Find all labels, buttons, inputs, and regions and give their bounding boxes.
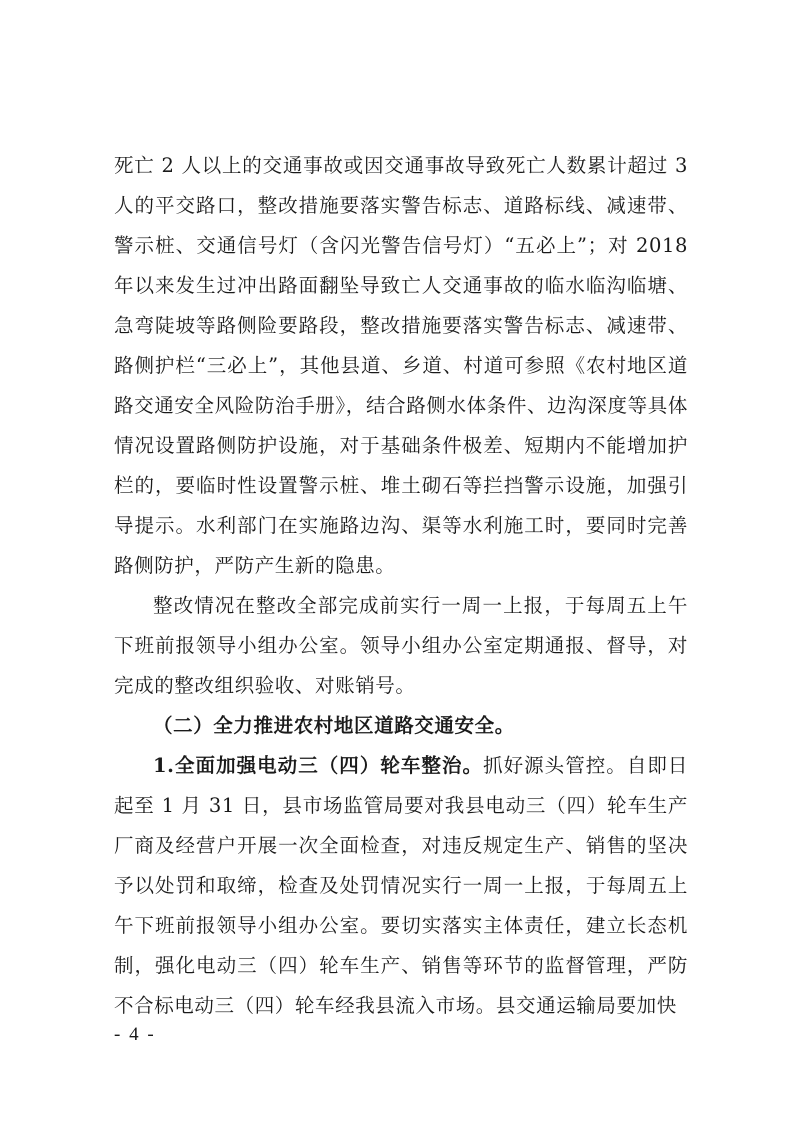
paragraph-electric-vehicle-text: 抓好源头管控。自即日起至 1 月 31 日，县市场监管局要对我县电动三（四）轮车生产厂商及经营户开展一次全面检查，对违反规定生产、销售的坚决予以处罚和取缔，检查及处罚情况实行一周一上报，于每周五上午下班前报领导小组办公室。要切实落实主体责任，建立长态机制，强化电动三（四）轮车生产、销售等环节的监督管理，严防不合标电动三（四）轮车经我县流入市场。县交通运输局要加快 (114, 754, 688, 1017)
subheading-electric-vehicle: 1.全面加强电动三（四）轮车整治。 (153, 754, 484, 777)
section-heading-rural-road-safety: （二）全力推进农村地区道路交通安全。 (153, 714, 515, 737)
paragraph-reporting: 整改情况在整改全部完成前实行一周一上报，于每周五上午下班前报领导小组办公室。领导小组办公室定期通报、督导，对完成的整改组织验收、对账销号。 (114, 594, 688, 697)
page-number: - 4 - (114, 1024, 156, 1045)
paragraph-electric-vehicle-regulation (114, 746, 688, 1026)
body-text (114, 146, 688, 1026)
paragraph-rectification-measures: 死亡 2 人以上的交通事故或因交通事故导致死亡人数累计超过 3 人的平交路口，整改措施要落实警告标志、道路标线、减速带、警示桩、交通信号灯（含闪光警告信号灯）“五必上”；对 2018 年以来发生过冲出路面翻坠导致亡人交通事故的临水临沟临塘、急弯陡坡等路侧险要路段，整改措施要落实警告标志、减速带、路侧护栏“三必上”，其他县道、乡道、村道可参照《农村地区道路交通安全风险防治手册》，结合路侧水体条件、边沟深度等具体情况设置路侧防护设施，对于基础条件极差、短期内不能增加护栏的，要临时性设置警示桩、堆土砌石等拦挡警示设施，加强引导提示。水利部门在实施路边沟、渠等水利施工时，要同时完善路侧防护，严防产生新的隐患。 (114, 154, 688, 577)
